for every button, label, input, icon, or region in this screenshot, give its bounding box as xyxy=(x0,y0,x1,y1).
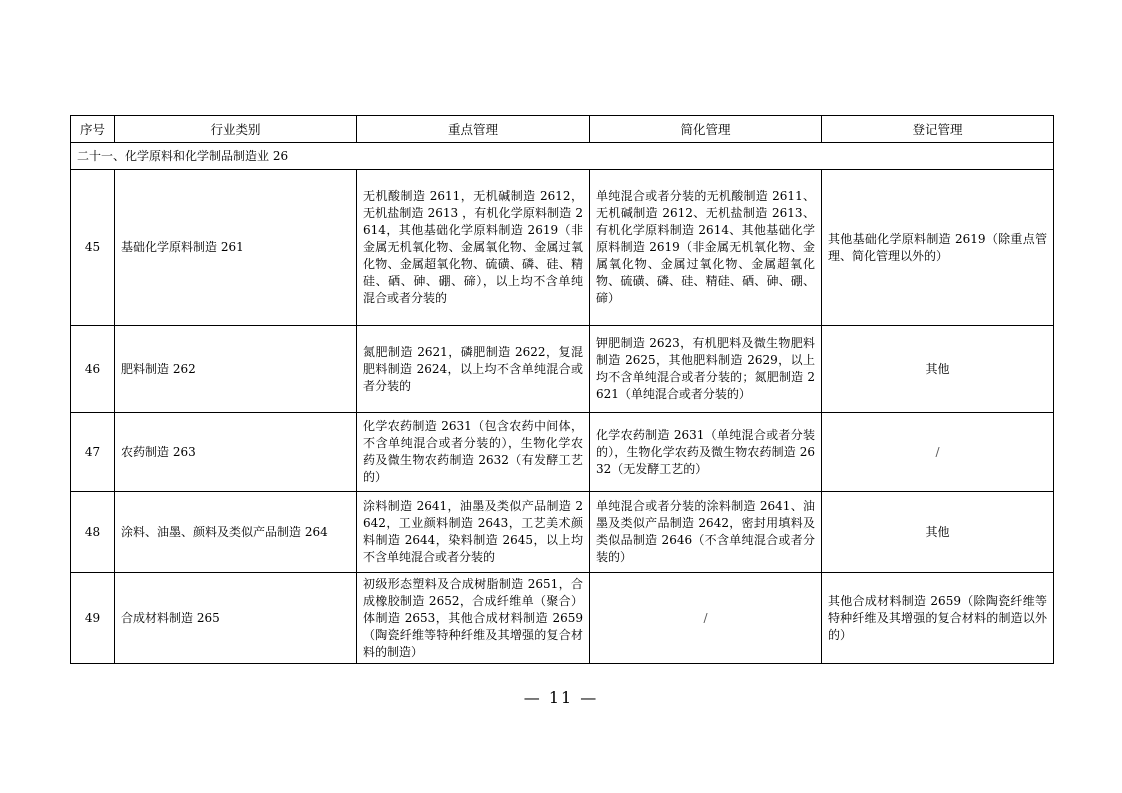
row-registration-management: 其他基础化学原料制造 2619（除重点管理、简化管理以外的） xyxy=(822,170,1054,326)
row-key-management: 涂料制造 2641，油墨及类似产品制造 2642，工业颜料制造 2643，工艺美术颜料制造 2644，染料制造 2645，以上均不含单纯混合或者分装的 xyxy=(357,492,590,573)
row-key-management: 无机酸制造 2611，无机碱制造 2612，无机盐制造 2613 ，有机化学原料制造 2614，其他基础化学原料制造 2619（非金属无机氧化物、金属氧化物、金属过氧化物、金属超氧化物、硫磺、磷、硅、精硅、硒、砷、硼、碲），以上均不含单纯混合或者分装的 xyxy=(357,170,590,326)
row-simplified-management: 单纯混合或者分装的无机酸制造 2611、无机碱制造 2612、无机盐制造 2613、有机化学原料制造 2614、其他基础化学原料制造 2619（非金属无机氧化物、金属氧化物、金属过氧化物、金属超氧化物、硫磺、磷、硅、精硅、硒、砷、硼、碲） xyxy=(590,170,822,326)
row-industry: 肥料制造 262 xyxy=(115,326,357,413)
row-registration-management: 其他合成材料制造 2659（除陶瓷纤维等特种纤维及其增强的复合材料的制造以外的） xyxy=(822,573,1054,664)
page-number: — 11 — xyxy=(523,688,599,707)
row-industry: 基础化学原料制造 261 xyxy=(115,170,357,326)
header-industry: 行业类别 xyxy=(115,116,357,143)
row-seq: 47 xyxy=(71,413,115,492)
row-registration-management: 其他 xyxy=(822,326,1054,413)
row-seq: 46 xyxy=(71,326,115,413)
row-seq: 45 xyxy=(71,170,115,326)
table-row xyxy=(71,170,1054,326)
table-row xyxy=(71,326,1054,413)
section-row xyxy=(71,143,1054,170)
header-registration-management: 登记管理 xyxy=(822,116,1054,143)
management-table xyxy=(70,115,1054,664)
table-row xyxy=(71,413,1054,492)
row-key-management: 化学农药制造 2631（包含农药中间体，不含单纯混合或者分装的），生物化学农药及微生物农药制造 2632（有发酵工艺的） xyxy=(357,413,590,492)
row-registration-management: / xyxy=(822,413,1054,492)
row-simplified-management: 单纯混合或者分装的涂料制造 2641、油墨及类似产品制造 2642，密封用填料及类似品制造 2646（不含单纯混合或者分装的） xyxy=(590,492,822,573)
header-seq: 序号 xyxy=(71,116,115,143)
row-simplified-management: 化学农药制造 2631（单纯混合或者分装的），生物化学农药及微生物农药制造 2632（无发酵工艺的） xyxy=(590,413,822,492)
row-registration-management: 其他 xyxy=(822,492,1054,573)
table-row xyxy=(71,573,1054,664)
row-seq: 48 xyxy=(71,492,115,573)
section-title: 二十一、化学原料和化学制品制造业 26 xyxy=(71,143,1054,170)
row-industry: 涂料、油墨、颜料及类似产品制造 264 xyxy=(115,492,357,573)
row-key-management: 初级形态塑料及合成树脂制造 2651，合成橡胶制造 2652，合成纤维单（聚合）体制造 2653，其他合成材料制造 2659（陶瓷纤维等特种纤维及其增强的复合材料的制造） xyxy=(357,573,590,664)
row-simplified-management: / xyxy=(590,573,822,664)
table-row xyxy=(71,492,1054,573)
row-industry: 农药制造 263 xyxy=(115,413,357,492)
header-row xyxy=(71,116,1054,143)
row-seq: 49 xyxy=(71,573,115,664)
row-simplified-management: 钾肥制造 2623，有机肥料及微生物肥料制造 2625，其他肥料制造 2629，以上均不含单纯混合或者分装的；氮肥制造 2621（单纯混合或者分装的） xyxy=(590,326,822,413)
row-key-management: 氮肥制造 2621，磷肥制造 2622，复混肥料制造 2624，以上均不含单纯混合或者分装的 xyxy=(357,326,590,413)
row-industry: 合成材料制造 265 xyxy=(115,573,357,664)
header-key-management: 重点管理 xyxy=(357,116,590,143)
header-simplified-management: 简化管理 xyxy=(590,116,822,143)
